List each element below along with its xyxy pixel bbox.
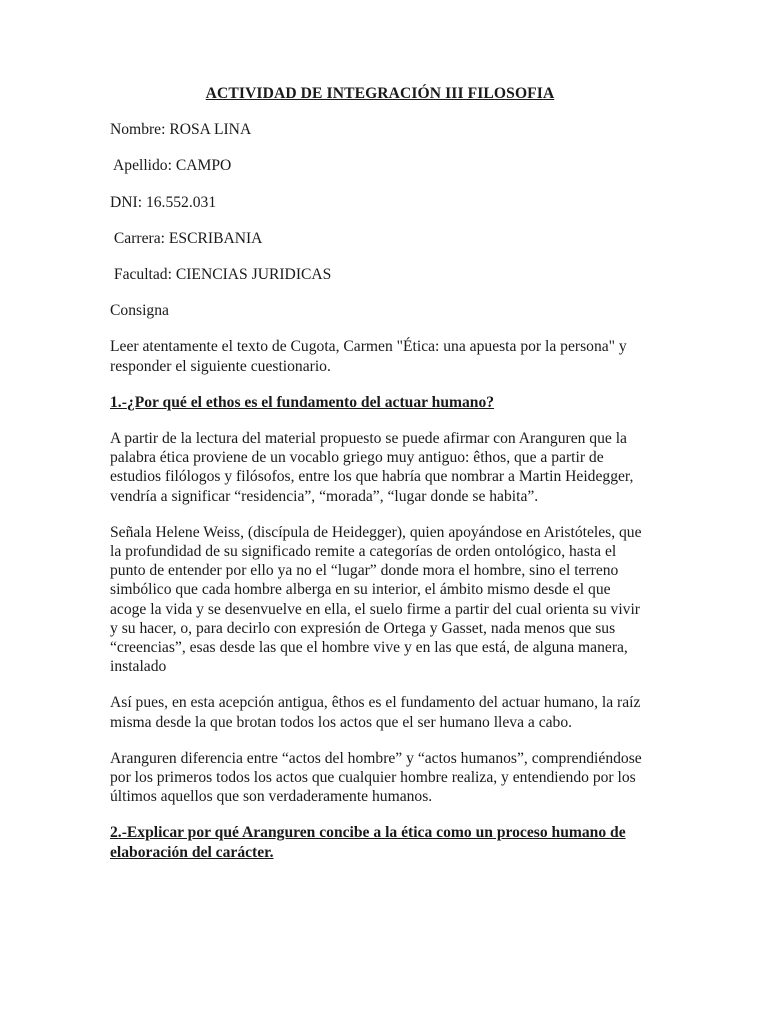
document-body	[110, 84, 650, 879]
answer-1-paragraph-3: Así pues, en esta acepción antigua, êthos es el fundamento del actuar humano, la raíz misma desde la que brotan todos los actos que el ser humano lleva a cabo.	[110, 694, 641, 731]
question-2: 2.-Explicar por qué Aranguren concibe a la ética como un proceso humano de elaboración del carácter.	[110, 824, 626, 861]
field-dni: DNI: 16.552.031	[110, 193, 217, 211]
question-1-text: ¿Por qué el ethos es el fundamento del actuar humano?	[126, 393, 495, 411]
field-carrera: Carrera: ESCRIBANIA	[110, 229, 263, 247]
answer-1-paragraph-2: Señala Helene Weiss, (discípula de Heidegger), quien apoyándose en Aristóteles, que la profundidad de su significado remite a categorías de orden ontológico, hasta el punto de entender por ello ya no el “lugar” donde mora el hombre, sino el terreno simbólico que cada hombre alberga en su interior, el ámbito mismo desde el que acoge la vida y se desenvuelve en ella, el suelo firme a partir del cual orienta su vivir y su hacer, o, para decirlo con expresión de Ortega y Gasset, nada menos que sus “creencias”, esas desde las que el hombre vive y en las que está, de alguna manera, instalado	[110, 523, 642, 676]
field-apellido: Apellido: CAMPO	[110, 157, 232, 175]
field-nombre: Nombre: ROSA LINA	[110, 121, 252, 139]
answer-1-paragraph-1: A partir de la lectura del material propuesto se puede afirmar con Aranguren que la palabra ética proviene de un vocablo griego muy antiguo: êthos, que a partir de estudios filólogos y filósofos, entre los que habría que nombrar a Martin Heidegger, vendría a significar “residencia”, “morada”, “lugar donde se habita”.	[110, 430, 634, 505]
answer-1-paragraph-4: Aranguren diferencia entre “actos del hombre” y “actos humanos”, comprendiéndose por los primeros todos los actos que cualquier hombre realiza, y entendiendo por los últimos aquellos que son verdaderamente humanos.	[110, 749, 642, 806]
field-facultad: Facultad: CIENCIAS JURIDICAS	[110, 266, 332, 284]
consigna-label: Consigna	[110, 302, 169, 320]
document-title: ACTIVIDAD DE INTEGRACIÓN III FILOSOFIA	[205, 85, 555, 102]
question-1-number: 1.-	[110, 393, 127, 411]
question-1	[110, 393, 650, 412]
consigna-text: Leer atentamente el texto de Cugota, Carmen "Ética: una apuesta por la persona" y responder el siguiente cuestionario.	[110, 338, 627, 375]
